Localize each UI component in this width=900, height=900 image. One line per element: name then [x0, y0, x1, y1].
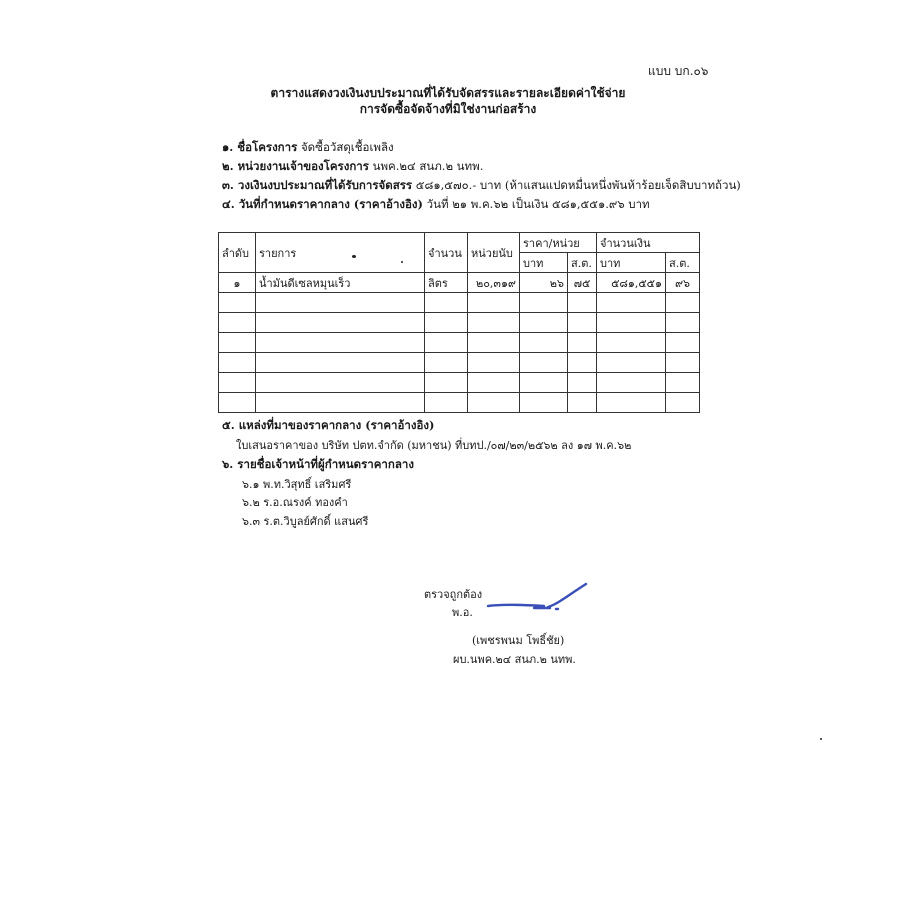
row-unit: ๒๐,๓๑๙ [468, 273, 520, 293]
officers-label: ๖. รายชื่อเจ้าหน้าที่ผู้กำหนดราคากลาง [222, 457, 414, 471]
document-title-line2: การจัดซื้อจัดจ้างที่มิใช่งานก่อสร้าง [359, 102, 537, 116]
table-empty-row [219, 393, 700, 413]
header-qty: จำนวน [425, 233, 468, 273]
header-amount: จำนวนเงิน [597, 233, 700, 253]
reference-price-value: วันที่ ๒๑ พ.ค.๖๒ เป็นเงิน ๕๘๑,๕๕๑.๙๖ บาท [426, 197, 650, 211]
table-row [219, 273, 700, 293]
price-source-label: ๕. แหล่งที่มาของราคากลาง (ราคาอ้างอิง) [222, 418, 435, 432]
table-header-row [219, 233, 700, 253]
price-source-value: ใบเสนอราคาของ บริษัท ปตท.จำกัด (มหาชน) ที่บทป./๐๗/๒๓/๒๕๖๒ ลง ๑๗ พ.ค.๖๒ [236, 439, 632, 452]
verified-label: ตรวจถูกต้อง [424, 588, 483, 601]
header-price-per-unit: ราคา/หน่วย [520, 233, 597, 253]
owner-line [222, 158, 483, 176]
row-no: ๑ [219, 273, 256, 293]
stray-dot [401, 261, 403, 263]
project-name-value: จัดซื้อวัสดุเชื้อเพลิง [300, 140, 394, 154]
header-item: รายการ [256, 233, 425, 273]
row-qty: ลิตร [425, 273, 468, 293]
header-no: ลำดับ [219, 233, 256, 273]
row-amount-baht: ๕๘๑,๕๕๑ [597, 273, 666, 293]
table-empty-row [219, 373, 700, 393]
header-price-baht: บาท [520, 253, 568, 273]
owner-label: ๒. หน่วยงานเจ้าของโครงการ [222, 159, 369, 173]
row-price-satang: ๗๕ [568, 273, 597, 293]
header-amount-satang: ส.ต. [666, 253, 700, 273]
table-empty-row [219, 333, 700, 353]
header-unit: หน่วยนับ [468, 233, 520, 273]
budget-line [222, 177, 741, 195]
owner-value: นพค.๒๔ สนภ.๒ นทพ. [372, 159, 484, 173]
officer-1: ๖.๑ พ.ท.วิสุทธิ์ เสริมศรี [242, 478, 352, 491]
price-table [218, 232, 700, 413]
header-amount-baht: บาท [597, 253, 666, 273]
officer-2: ๖.๒ ร.อ.ณรงค์ ทองคำ [242, 496, 348, 509]
signer-position: ผบ.นพค.๒๔ สนภ.๒ นทพ. [453, 653, 576, 666]
signer-name: (เพชรพนม โพธิ์ชัย) [472, 634, 565, 647]
table-empty-row [219, 293, 700, 313]
row-item: น้ำมันดีเซลหมุนเร็ว [256, 273, 425, 293]
signer-rank: พ.อ. [452, 606, 473, 619]
row-price-baht: ๒๖ [520, 273, 568, 293]
header-price-satang: ส.ต. [568, 253, 597, 273]
officer-3: ๖.๓ ร.ต.วิบูลย์ศักดิ์ แสนศรี [242, 515, 369, 528]
row-amount-satang: ๙๖ [666, 273, 700, 293]
reference-price-line [222, 196, 650, 214]
table-empty-row [219, 353, 700, 373]
document-title-line1: ตารางแสดงวงเงินงบประมาณที่ได้รับจัดสรรและรายละเอียดค่าใช้จ่าย [270, 86, 626, 100]
reference-price-label: ๔. วันที่กำหนดราคากลาง (ราคาอ้างอิง) [222, 197, 423, 211]
stray-dot [820, 738, 822, 740]
project-name-label: ๑. ชื่อโครงการ [222, 140, 298, 154]
table-empty-row [219, 313, 700, 333]
form-code: แบบ บก.๐๖ [648, 64, 709, 78]
project-name-line [222, 139, 394, 157]
budget-label: ๓. วงเงินงบประมาณที่ได้รับการจัดสรร [222, 178, 413, 192]
handwritten-signature [486, 582, 596, 614]
stray-ink-mark [352, 255, 356, 258]
budget-value: ๕๘๑,๕๗๐.- บาท (ห้าแสนแปดหมื่นหนึ่งพันห้าร้อยเจ็ดสิบบาทถ้วน) [415, 178, 741, 192]
